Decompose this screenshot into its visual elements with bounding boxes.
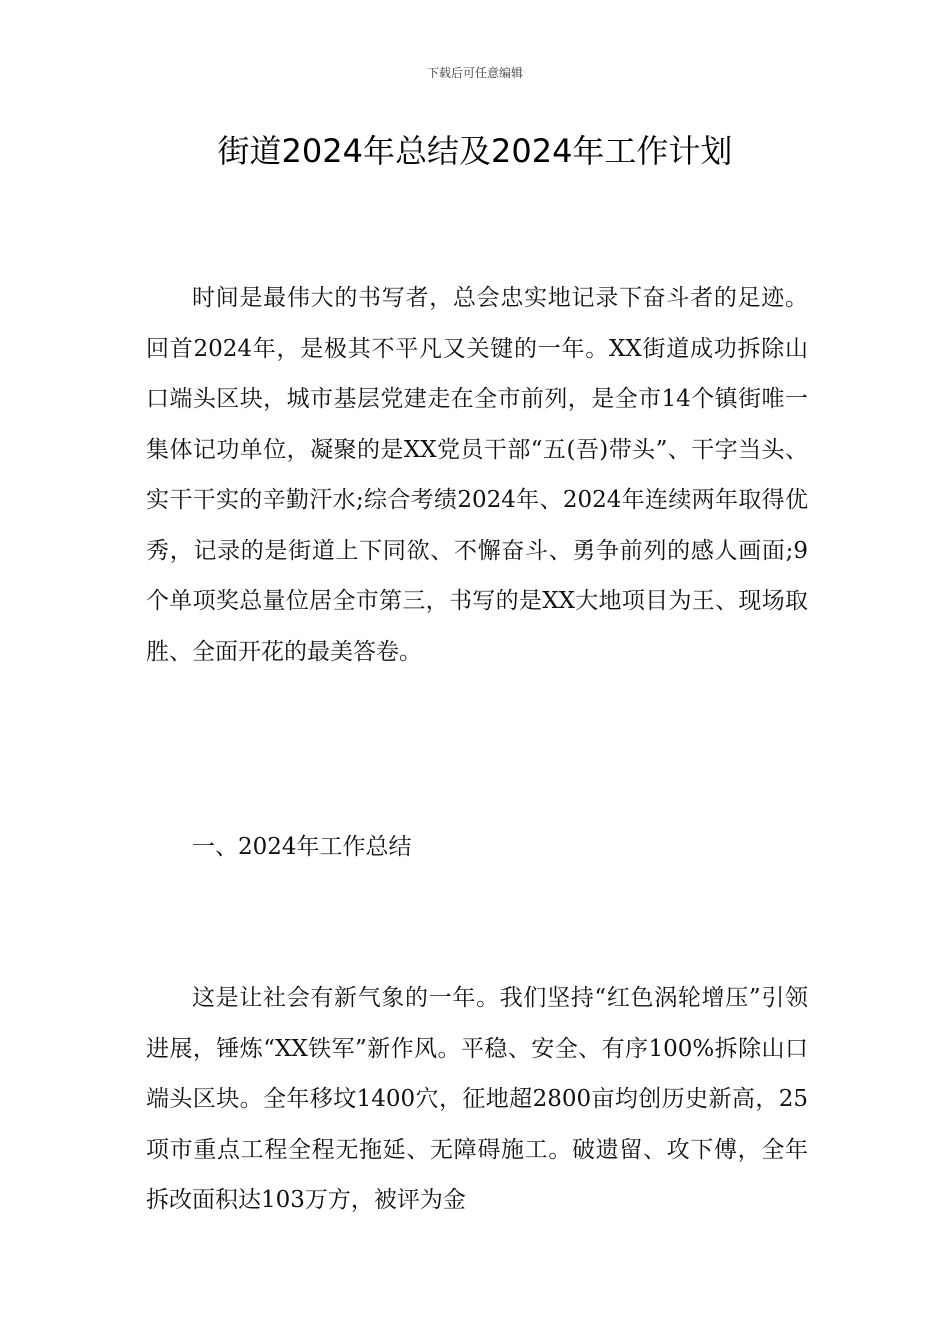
section-paragraph: 这是让社会有新气象的一年。我们坚持“红色涡轮增压”引领进展，锤炼“XX铁军”新作风。平稳、安全、有序100%拆除山口端头区块。全年移坟1400穴，征地超2800亩均创历史新高，25项市重点工程全程无拖延、无障碍施工。破遗留、攻下傅，全年拆改面积达103万方，被评为金 — [146, 985, 808, 1213]
header-note: 下载后可任意编辑 — [426, 66, 523, 80]
intro-paragraph: 时间是最伟大的书写者，总会忠实地记录下奋斗者的足迹。回首2024年，是极其不平凡又关键的一年。XX街道成功拆除山口端头区块，城市基层党建走在全市前列，是全市14个镇街唯一集体记功单位，凝聚的是XX党员干部“五(吾)带头”、干字当头、实干干实的辛勤汗水;综合考绩2024年、2024年连续两年取得优秀，记录的是街道上下同欲、不懈奋斗、勇争前列的感人画面;9个单项奖总量位居全市第三，书写的是XX大地项目为王、现场取胜、全面开花的最美答卷。 — [146, 285, 808, 665]
document-title: 街道2024年总结及2024年工作计划 — [217, 132, 733, 170]
section-heading: 一、2024年工作总结 — [192, 834, 412, 860]
